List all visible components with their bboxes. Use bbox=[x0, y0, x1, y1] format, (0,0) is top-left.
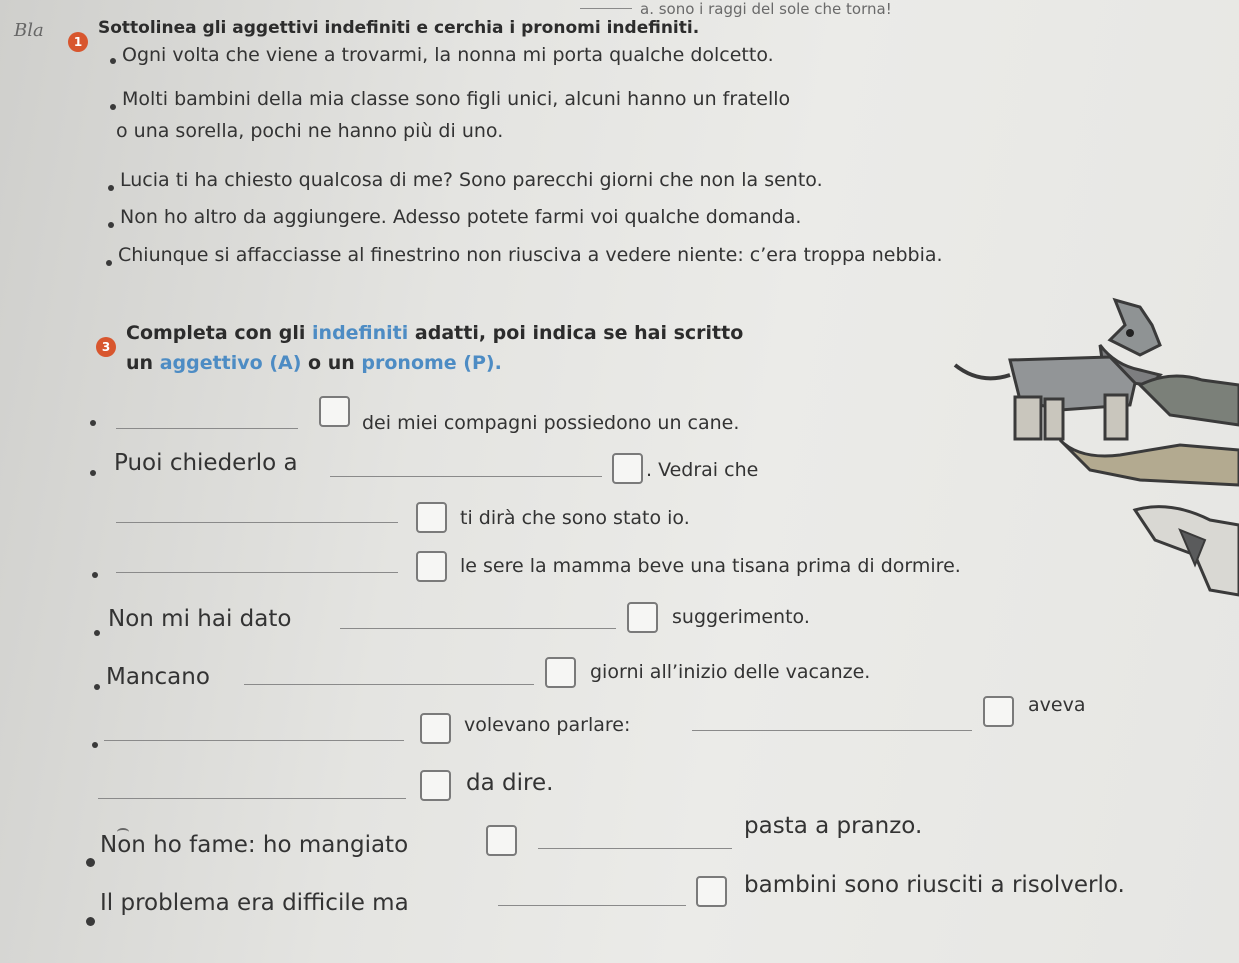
answer-checkbox-8[interactable] bbox=[983, 696, 1014, 727]
answer-blank-7[interactable] bbox=[104, 740, 404, 741]
item-1-text: dei miei compagni possiedono un cane. bbox=[362, 412, 740, 434]
sentence-2: Molti bambini della mia classe sono figli unici, alcuni hanno un fratello bbox=[122, 88, 791, 110]
item-3-text: ti dirà che sono stato io. bbox=[460, 507, 690, 529]
exercise-1-title: Sottolinea gli aggettivi indefiniti e cerchia i pronomi indefiniti. bbox=[98, 18, 700, 38]
bullet bbox=[108, 222, 114, 228]
item-7-text-b: aveva bbox=[1028, 694, 1086, 716]
bullet bbox=[94, 684, 100, 690]
dog-illustration bbox=[940, 285, 1239, 615]
answer-blank-3[interactable] bbox=[116, 522, 398, 523]
bullet bbox=[92, 742, 98, 748]
top-text-fragment: a. sono i raggi del sole che torna! bbox=[640, 0, 892, 18]
bullet bbox=[110, 58, 116, 64]
handwritten-note: Bla bbox=[14, 20, 44, 41]
sentence-2-cont: o una sorella, pochi ne hanno più di uno. bbox=[116, 120, 504, 142]
bullet bbox=[86, 858, 95, 867]
answer-blank-5[interactable] bbox=[340, 628, 616, 629]
top-rule bbox=[580, 8, 632, 9]
item-10-text-b: bambini sono riusciti a risolverlo. bbox=[744, 872, 1125, 898]
title-highlight: aggettivo (A) bbox=[159, 352, 302, 374]
answer-checkbox-6[interactable] bbox=[545, 657, 576, 688]
bullet bbox=[86, 917, 95, 926]
item-9-text-b: pasta a pranzo. bbox=[744, 813, 923, 839]
answer-blank-4[interactable] bbox=[116, 572, 398, 573]
title-text: o un bbox=[308, 352, 355, 374]
bullet bbox=[106, 260, 112, 266]
item-5-text-a: Non mi hai dato bbox=[108, 606, 292, 632]
answer-checkbox-5[interactable] bbox=[627, 602, 658, 633]
answer-blank-1[interactable] bbox=[116, 428, 298, 429]
exercise-3-title-line2 bbox=[126, 352, 502, 374]
item-9-text-a: Non ho fame: ho mangiato bbox=[100, 832, 409, 858]
item-10-text-a: Il problema era difficile ma bbox=[100, 890, 409, 916]
answer-checkbox-9[interactable] bbox=[420, 770, 451, 801]
sentence-4: Non ho altro da aggiungere. Adesso potete farmi voi qualche domanda. bbox=[120, 206, 802, 228]
item-2-text-b: . Vedrai che bbox=[646, 459, 759, 481]
answer-checkbox-10[interactable] bbox=[486, 825, 517, 856]
answer-checkbox-7[interactable] bbox=[420, 713, 451, 744]
item-4-text: le sere la mamma beve una tisana prima di dormire. bbox=[460, 555, 961, 577]
bullet bbox=[108, 185, 114, 191]
exercise-3-number: 3 bbox=[96, 337, 116, 357]
answer-checkbox-2[interactable] bbox=[612, 453, 643, 484]
answer-checkbox-3[interactable] bbox=[416, 502, 447, 533]
item-2-text-a: Puoi chiederlo a bbox=[114, 450, 298, 476]
item-5-text-b: suggerimento. bbox=[672, 606, 810, 628]
title-text: adatti, poi indica se hai scritto bbox=[414, 322, 744, 344]
item-7-text-a: volevano parlare: bbox=[464, 714, 631, 736]
bullet bbox=[92, 572, 98, 578]
answer-blank-9[interactable] bbox=[98, 798, 406, 799]
answer-blank-2[interactable] bbox=[330, 476, 602, 477]
sentence-3: Lucia ti ha chiesto qualcosa di me? Sono parecchi giorni che non la sento. bbox=[120, 169, 823, 191]
item-8-text: da dire. bbox=[466, 770, 554, 796]
item-6-text-b: giorni all’inizio delle vacanze. bbox=[590, 661, 871, 683]
bullet bbox=[90, 420, 96, 426]
title-highlight: pronome (P). bbox=[361, 352, 502, 374]
exercise-1-number: 1 bbox=[68, 32, 88, 52]
title-text: Completa con gli bbox=[126, 322, 306, 344]
title-highlight: indefiniti bbox=[312, 322, 409, 344]
bullet bbox=[90, 470, 96, 476]
title-text: un bbox=[126, 352, 154, 374]
answer-blank-11[interactable] bbox=[498, 905, 686, 906]
item-6-text-a: Mancano bbox=[106, 664, 210, 690]
bullet bbox=[110, 104, 116, 110]
sentence-5: Chiunque si affacciasse al finestrino non riusciva a vedere niente: c’era troppa nebbia. bbox=[118, 244, 943, 266]
exercise-3-title-line1 bbox=[126, 322, 743, 344]
answer-blank-6[interactable] bbox=[244, 684, 534, 685]
bullet bbox=[94, 630, 100, 636]
answer-checkbox-4[interactable] bbox=[416, 551, 447, 582]
sentence-1: Ogni volta che viene a trovarmi, la nonna mi porta qualche dolcetto. bbox=[122, 44, 774, 66]
answer-checkbox-11[interactable] bbox=[696, 876, 727, 907]
answer-checkbox-1[interactable] bbox=[319, 396, 350, 427]
answer-blank-10[interactable] bbox=[538, 848, 732, 849]
answer-blank-8[interactable] bbox=[692, 730, 972, 731]
